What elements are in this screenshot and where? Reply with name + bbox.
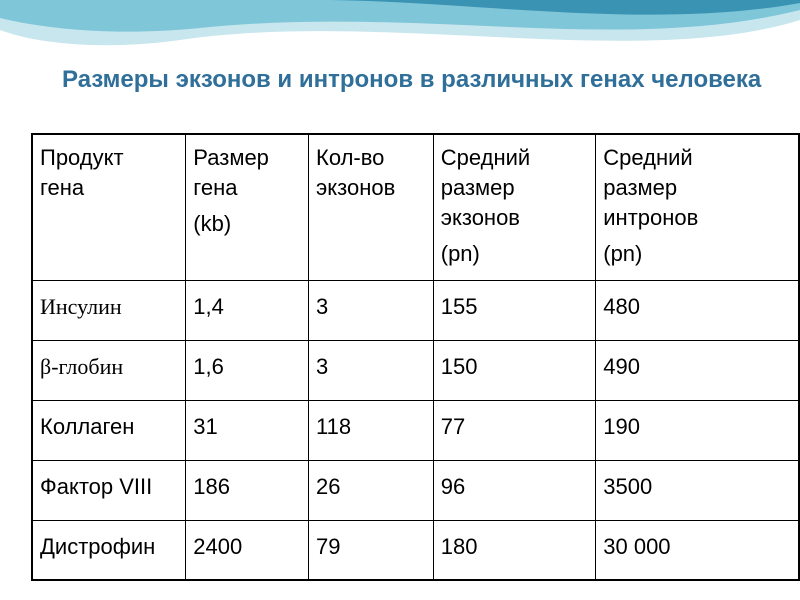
gene-size-table	[31, 133, 800, 581]
cell-avg-exon-size: 155	[433, 280, 596, 340]
cell-gene-size: 186	[186, 460, 309, 520]
table-row	[32, 520, 799, 580]
cell-gene-product: Фактор VIII	[32, 460, 186, 520]
cell-avg-intron-size: 490	[596, 340, 799, 400]
header-text: Средний	[440, 145, 531, 170]
cell-exon-count: 3	[309, 340, 434, 400]
cell-exon-count: 3	[309, 280, 434, 340]
cell-avg-intron-size: 30 000	[596, 520, 799, 580]
cell-exon-count: 118	[309, 400, 434, 460]
header-text: размер	[603, 175, 678, 200]
cell-gene-size: 2400	[186, 520, 309, 580]
header-text: Средний	[603, 145, 693, 170]
table-header-row	[32, 134, 799, 280]
table-row	[32, 280, 799, 340]
cell-avg-intron-size: 480	[596, 280, 799, 340]
cell-avg-exon-size: 96	[433, 460, 596, 520]
slide-title: Размеры экзонов и интронов в различных генах человека	[62, 66, 762, 93]
cell-gene-size: 31	[186, 400, 309, 460]
header-text: интронов	[603, 205, 699, 230]
header-cell-exon-count	[309, 134, 434, 280]
cell-gene-size: 1,4	[186, 280, 309, 340]
table-row	[32, 460, 799, 520]
header-text: размер	[440, 175, 515, 200]
cell-gene-product: Коллаген	[32, 400, 186, 460]
cell-gene-product: β-глобин	[32, 340, 186, 400]
header-text: гена	[40, 175, 85, 200]
cell-gene-size: 1,6	[186, 340, 309, 400]
cell-exon-count: 26	[309, 460, 434, 520]
header-cell-avg-exon-size	[433, 134, 596, 280]
header-cell-gene-product	[32, 134, 186, 280]
header-text: экзонов	[440, 205, 520, 230]
cell-avg-exon-size: 150	[433, 340, 596, 400]
header-text: гена	[193, 175, 238, 200]
header-text: Размер	[193, 145, 269, 170]
header-text: Кол-во	[316, 145, 385, 170]
cell-avg-intron-size: 190	[596, 400, 799, 460]
table-row	[32, 340, 799, 400]
header-text: экзонов	[316, 175, 396, 200]
cell-avg-exon-size: 180	[433, 520, 596, 580]
cell-gene-product: Дистрофин	[32, 520, 186, 580]
header-unit: (pn)	[440, 241, 480, 266]
cell-avg-exon-size: 77	[433, 400, 596, 460]
cell-exon-count: 79	[309, 520, 434, 580]
cell-avg-intron-size: 3500	[596, 460, 799, 520]
header-unit: (pn)	[603, 241, 643, 266]
header-cell-avg-intron-size	[596, 134, 799, 280]
header-unit: (kb)	[193, 211, 232, 236]
header-cell-gene-size	[186, 134, 309, 280]
cell-gene-product: Инсулин	[32, 280, 186, 340]
table-row	[32, 400, 799, 460]
header-text: Продукт	[40, 145, 124, 170]
